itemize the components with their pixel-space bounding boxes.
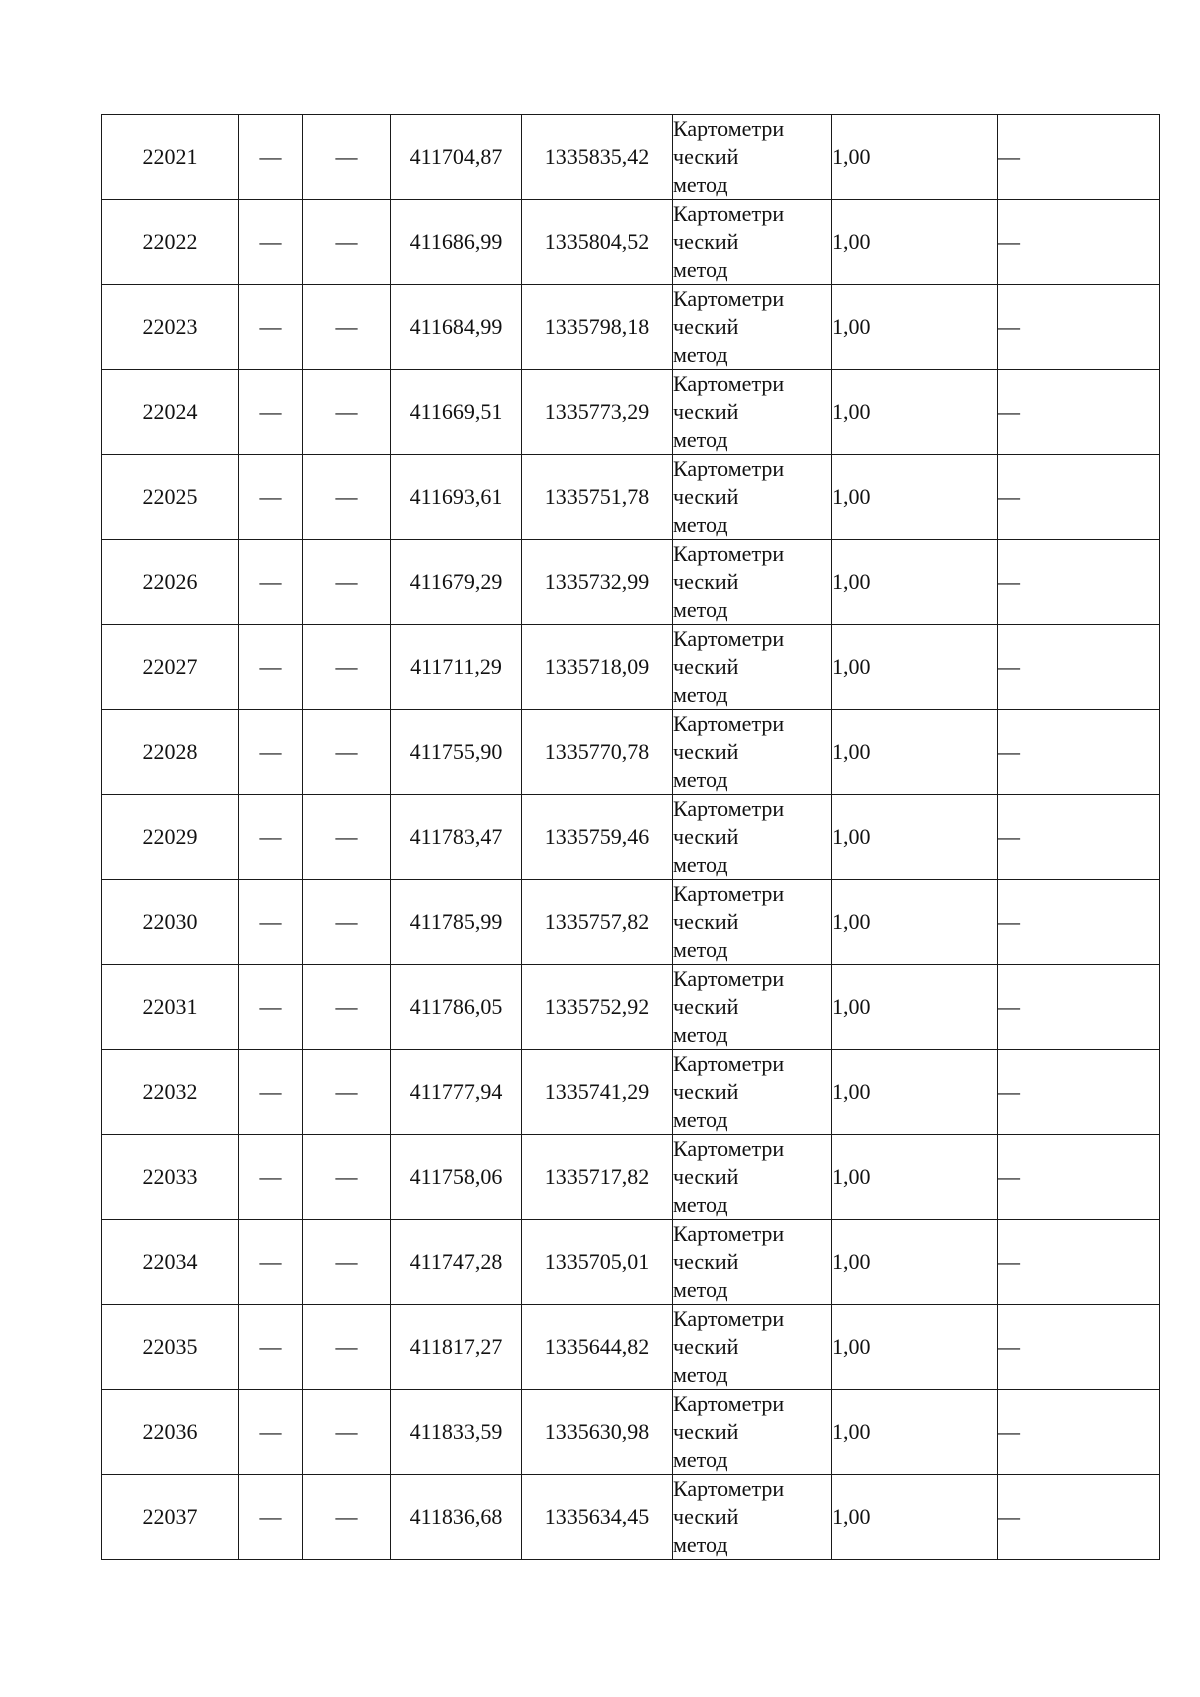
point-number-cell: 22026 (102, 540, 239, 625)
old-x-cell: — (239, 795, 303, 880)
y-coordinate-cell: 1335717,82 (522, 1135, 673, 1220)
old-y-cell: — (303, 285, 391, 370)
point-number-cell: 22035 (102, 1305, 239, 1390)
method-text-line: ческий (673, 1164, 739, 1189)
description-cell: — (998, 710, 1160, 795)
y-coordinate-cell: 1335759,46 (522, 795, 673, 880)
method-text-line: ческий (673, 994, 739, 1019)
point-number-cell: 22021 (102, 115, 239, 200)
method-text-line: метод (673, 767, 728, 792)
old-x-cell: — (239, 880, 303, 965)
y-coordinate-cell: 1335798,18 (522, 285, 673, 370)
accuracy-cell: 1,00 (832, 1220, 998, 1305)
description-cell: — (998, 1050, 1160, 1135)
method-cell (673, 455, 832, 540)
method-text-line: ческий (673, 1334, 739, 1359)
table-row (102, 1220, 1160, 1305)
method-text-line: ческий (673, 654, 739, 679)
y-coordinate-cell: 1335773,29 (522, 370, 673, 455)
table-row (102, 1390, 1160, 1475)
old-x-cell: — (239, 540, 303, 625)
method-text-line: метод (673, 852, 728, 877)
y-coordinate-cell: 1335634,45 (522, 1475, 673, 1560)
description-cell: — (998, 1135, 1160, 1220)
method-text-line: ческий (673, 824, 739, 849)
accuracy-cell: 1,00 (832, 1305, 998, 1390)
method-text-line: метод (673, 342, 728, 367)
method-text-line: Картометри (673, 881, 785, 906)
description-cell: — (998, 540, 1160, 625)
old-y-cell: — (303, 540, 391, 625)
old-y-cell: — (303, 115, 391, 200)
accuracy-cell: 1,00 (832, 1475, 998, 1560)
x-coordinate-cell: 411785,99 (391, 880, 522, 965)
old-x-cell: — (239, 370, 303, 455)
old-x-cell: — (239, 455, 303, 540)
old-y-cell: — (303, 795, 391, 880)
old-y-cell: — (303, 1050, 391, 1135)
method-text-line: ческий (673, 1079, 739, 1104)
y-coordinate-cell: 1335770,78 (522, 710, 673, 795)
old-y-cell: — (303, 1220, 391, 1305)
x-coordinate-cell: 411777,94 (391, 1050, 522, 1135)
y-coordinate-cell: 1335705,01 (522, 1220, 673, 1305)
y-coordinate-cell: 1335757,82 (522, 880, 673, 965)
accuracy-cell: 1,00 (832, 795, 998, 880)
table-row (102, 625, 1160, 710)
accuracy-cell: 1,00 (832, 285, 998, 370)
accuracy-cell: 1,00 (832, 115, 998, 200)
x-coordinate-cell: 411833,59 (391, 1390, 522, 1475)
method-text-line: Картометри (673, 1391, 785, 1416)
old-x-cell: — (239, 1220, 303, 1305)
method-cell (673, 1135, 832, 1220)
method-text-line: Картометри (673, 966, 785, 991)
method-text-line: метод (673, 1277, 728, 1302)
method-cell (673, 625, 832, 710)
old-x-cell: — (239, 1305, 303, 1390)
x-coordinate-cell: 411747,28 (391, 1220, 522, 1305)
table-row (102, 965, 1160, 1050)
description-cell: — (998, 1305, 1160, 1390)
method-text-line: метод (673, 512, 728, 537)
method-text-line: ческий (673, 569, 739, 594)
point-number-cell: 22037 (102, 1475, 239, 1560)
table-row (102, 370, 1160, 455)
method-cell (673, 710, 832, 795)
method-text-line: метод (673, 682, 728, 707)
old-x-cell: — (239, 1390, 303, 1475)
method-text-line: Картометри (673, 1051, 785, 1076)
description-cell: — (998, 455, 1160, 540)
method-text-line: метод (673, 427, 728, 452)
old-x-cell: — (239, 285, 303, 370)
old-y-cell: — (303, 1305, 391, 1390)
point-number-cell: 22034 (102, 1220, 239, 1305)
method-cell (673, 200, 832, 285)
x-coordinate-cell: 411693,61 (391, 455, 522, 540)
accuracy-cell: 1,00 (832, 625, 998, 710)
method-text-line: ческий (673, 739, 739, 764)
method-text-line: метод (673, 1192, 728, 1217)
method-text-line: метод (673, 1362, 728, 1387)
old-y-cell: — (303, 200, 391, 285)
method-text-line: метод (673, 1447, 728, 1472)
point-number-cell: 22024 (102, 370, 239, 455)
point-number-cell: 22022 (102, 200, 239, 285)
accuracy-cell: 1,00 (832, 880, 998, 965)
old-y-cell: — (303, 1475, 391, 1560)
x-coordinate-cell: 411679,29 (391, 540, 522, 625)
x-coordinate-cell: 411711,29 (391, 625, 522, 710)
table-row (102, 1050, 1160, 1135)
x-coordinate-cell: 411669,51 (391, 370, 522, 455)
accuracy-cell: 1,00 (832, 1050, 998, 1135)
method-text-line: ческий (673, 1249, 739, 1274)
y-coordinate-cell: 1335751,78 (522, 455, 673, 540)
old-y-cell: — (303, 370, 391, 455)
accuracy-cell: 1,00 (832, 370, 998, 455)
method-cell (673, 115, 832, 200)
method-text-line: Картометри (673, 116, 785, 141)
table-row (102, 710, 1160, 795)
old-y-cell: — (303, 880, 391, 965)
point-number-cell: 22027 (102, 625, 239, 710)
method-text-line: Картометри (673, 456, 785, 481)
method-text-line: ческий (673, 484, 739, 509)
description-cell: — (998, 115, 1160, 200)
table-row (102, 200, 1160, 285)
description-cell: — (998, 285, 1160, 370)
point-number-cell: 22030 (102, 880, 239, 965)
method-text-line: Картометри (673, 1221, 785, 1246)
description-cell: — (998, 1220, 1160, 1305)
method-text-line: Картометри (673, 541, 785, 566)
method-cell (673, 370, 832, 455)
description-cell: — (998, 200, 1160, 285)
x-coordinate-cell: 411755,90 (391, 710, 522, 795)
point-number-cell: 22031 (102, 965, 239, 1050)
method-cell (673, 880, 832, 965)
old-y-cell: — (303, 625, 391, 710)
description-cell: — (998, 1390, 1160, 1475)
method-text-line: ческий (673, 1504, 739, 1529)
method-text-line: ческий (673, 314, 739, 339)
x-coordinate-cell: 411758,06 (391, 1135, 522, 1220)
table-row (102, 1475, 1160, 1560)
accuracy-cell: 1,00 (832, 200, 998, 285)
y-coordinate-cell: 1335718,09 (522, 625, 673, 710)
table-row (102, 285, 1160, 370)
y-coordinate-cell: 1335804,52 (522, 200, 673, 285)
method-text-line: ческий (673, 1419, 739, 1444)
method-text-line: Картометри (673, 201, 785, 226)
old-x-cell: — (239, 965, 303, 1050)
method-cell (673, 795, 832, 880)
old-x-cell: — (239, 1475, 303, 1560)
method-text-line: метод (673, 937, 728, 962)
point-number-cell: 22028 (102, 710, 239, 795)
x-coordinate-cell: 411786,05 (391, 965, 522, 1050)
method-text-line: метод (673, 172, 728, 197)
old-x-cell: — (239, 710, 303, 795)
accuracy-cell: 1,00 (832, 710, 998, 795)
method-cell (673, 1050, 832, 1135)
table-row (102, 115, 1160, 200)
method-cell (673, 1305, 832, 1390)
method-text-line: Картометри (673, 371, 785, 396)
x-coordinate-cell: 411684,99 (391, 285, 522, 370)
y-coordinate-cell: 1335752,92 (522, 965, 673, 1050)
method-text-line: Картометри (673, 711, 785, 736)
table-row (102, 795, 1160, 880)
accuracy-cell: 1,00 (832, 1135, 998, 1220)
point-number-cell: 22023 (102, 285, 239, 370)
method-cell (673, 965, 832, 1050)
method-text-line: Картометри (673, 1136, 785, 1161)
method-text-line: Картометри (673, 1306, 785, 1331)
point-number-cell: 22033 (102, 1135, 239, 1220)
coordinates-table (101, 114, 1160, 1560)
accuracy-cell: 1,00 (832, 540, 998, 625)
table-row (102, 455, 1160, 540)
method-text-line: Картометри (673, 796, 785, 821)
table-row (102, 880, 1160, 965)
point-number-cell: 22025 (102, 455, 239, 540)
y-coordinate-cell: 1335644,82 (522, 1305, 673, 1390)
method-text-line: метод (673, 1107, 728, 1132)
old-y-cell: — (303, 1390, 391, 1475)
table-body (102, 115, 1160, 1560)
old-x-cell: — (239, 1135, 303, 1220)
description-cell: — (998, 370, 1160, 455)
y-coordinate-cell: 1335741,29 (522, 1050, 673, 1135)
table-row (102, 1135, 1160, 1220)
accuracy-cell: 1,00 (832, 1390, 998, 1475)
method-text-line: Картометри (673, 286, 785, 311)
old-x-cell: — (239, 115, 303, 200)
method-text-line: Картометри (673, 1476, 785, 1501)
x-coordinate-cell: 411783,47 (391, 795, 522, 880)
x-coordinate-cell: 411686,99 (391, 200, 522, 285)
accuracy-cell: 1,00 (832, 965, 998, 1050)
method-text-line: метод (673, 1532, 728, 1557)
method-cell (673, 1475, 832, 1560)
description-cell: — (998, 795, 1160, 880)
method-text-line: ческий (673, 144, 739, 169)
method-cell (673, 1220, 832, 1305)
method-cell (673, 1390, 832, 1475)
method-text-line: метод (673, 257, 728, 282)
old-x-cell: — (239, 200, 303, 285)
old-y-cell: — (303, 455, 391, 540)
method-text-line: метод (673, 597, 728, 622)
method-text-line: ческий (673, 909, 739, 934)
old-y-cell: — (303, 1135, 391, 1220)
x-coordinate-cell: 411836,68 (391, 1475, 522, 1560)
y-coordinate-cell: 1335630,98 (522, 1390, 673, 1475)
point-number-cell: 22032 (102, 1050, 239, 1135)
point-number-cell: 22029 (102, 795, 239, 880)
method-text-line: метод (673, 1022, 728, 1047)
accuracy-cell: 1,00 (832, 455, 998, 540)
x-coordinate-cell: 411704,87 (391, 115, 522, 200)
method-text-line: ческий (673, 399, 739, 424)
method-cell (673, 285, 832, 370)
method-text-line: ческий (673, 229, 739, 254)
description-cell: — (998, 625, 1160, 710)
y-coordinate-cell: 1335835,42 (522, 115, 673, 200)
table-row (102, 1305, 1160, 1390)
point-number-cell: 22036 (102, 1390, 239, 1475)
method-cell (673, 540, 832, 625)
old-x-cell: — (239, 1050, 303, 1135)
old-y-cell: — (303, 965, 391, 1050)
table-row (102, 540, 1160, 625)
method-text-line: Картометри (673, 626, 785, 651)
old-x-cell: — (239, 625, 303, 710)
old-y-cell: — (303, 710, 391, 795)
description-cell: — (998, 1475, 1160, 1560)
y-coordinate-cell: 1335732,99 (522, 540, 673, 625)
description-cell: — (998, 965, 1160, 1050)
x-coordinate-cell: 411817,27 (391, 1305, 522, 1390)
description-cell: — (998, 880, 1160, 965)
